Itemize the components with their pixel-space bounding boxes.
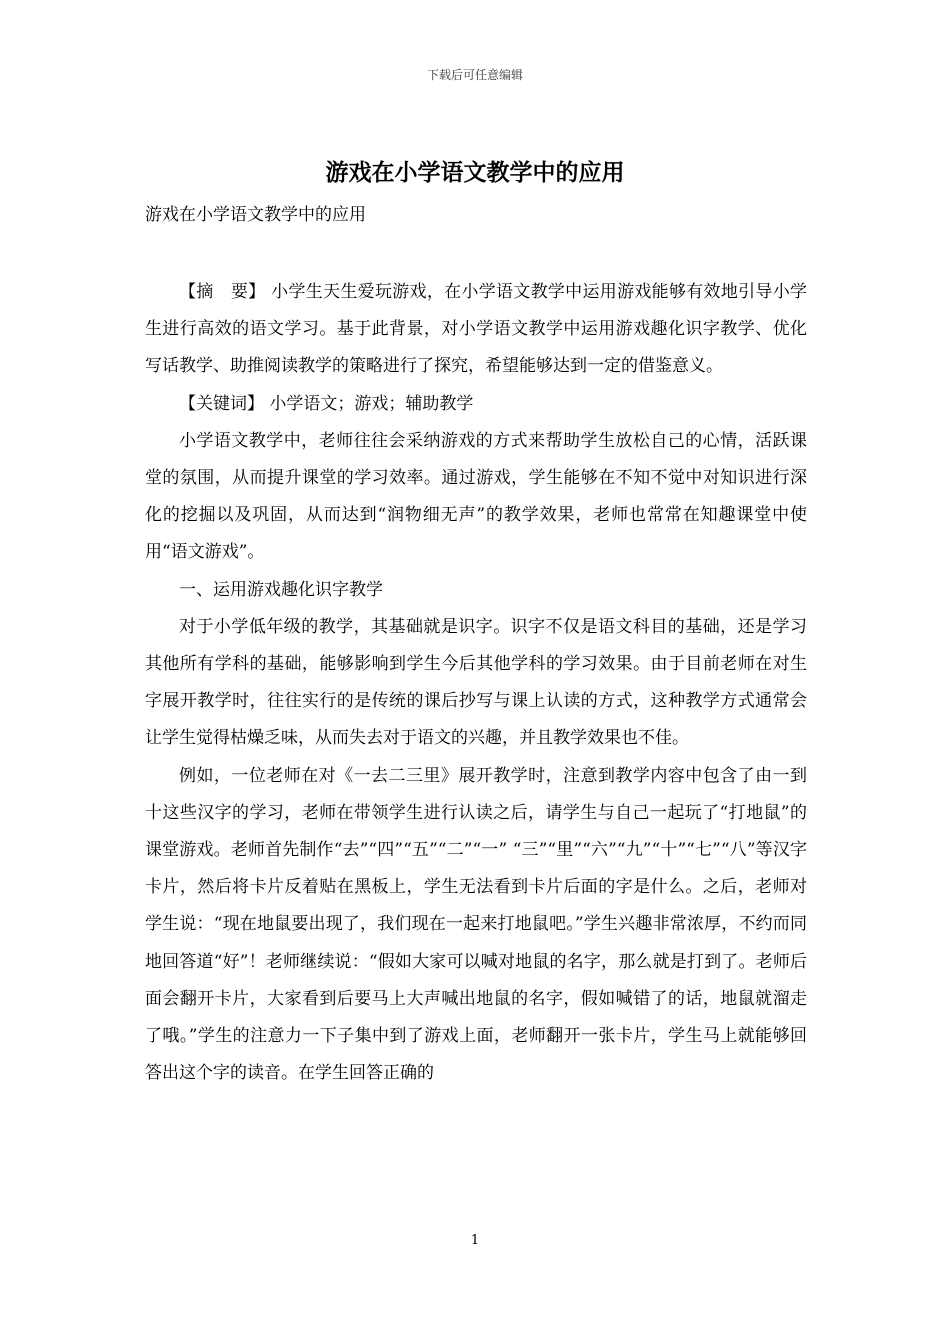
subtitle: 游戏在小学语文教学中的应用 (145, 205, 366, 225)
abstract-label: 【摘 要】 (179, 282, 266, 302)
body-paragraph-example: 例如，一位老师在对《一去二三里》展开教学时，注意到教学内容中包含了由一到十这些汉字的学习，老师在带领学生进行认读之后，请学生与自己一起玩了“打地鼠”的课堂游戏。老师首先制作“去”“四”“五”“二”“一” “三”“里”“六”“九”“十”“七”“八”等汉字卡片，然后将卡片反着贴在黑板上，学生无法看到卡片后面的字是什么。之后，老师对学生说：“现在地鼠要出现了，我们现在一起来打地鼠吧。”学生兴趣非常浓厚，不约而同地回答道“好”！老师继续说：“假如大家可以喊对地鼠的名字，那么就是打到了。老师后面会翻开卡片，大家看到后要马上大声喊出地鼠的名字，假如喊错了的话，地鼠就溜走了哦。”学生的注意力一下子集中到了游戏上面，老师翻开一张卡片，学生马上就能够回答出这个字的读音。在学生回答正确的 (145, 765, 807, 1084)
page-number: 1 (470, 1233, 480, 1248)
keywords-text: 小学语文；游戏；辅助教学 (264, 393, 474, 414)
document-body (145, 274, 807, 1092)
abstract-paragraph (145, 274, 807, 386)
header-note: 下载后可任意编辑 (426, 68, 523, 82)
abstract-text: 小学生天生爱玩游戏，在小学语文教学中运用游戏能够有效地引导小学生进行高效的语文学习。基于此背景，对小学语文教学中运用游戏趣化识字教学、优化写话教学、助推阅读教学的策略进行了探究，希望能够达到一定的借鉴意义。 (145, 282, 808, 377)
keywords-paragraph (145, 386, 807, 423)
body-paragraph-intro: 小学语文教学中，老师往往会采纳游戏的方式来帮助学生放松自己的心情，活跃课堂的氛围，从而提升课堂的学习效率。通过游戏，学生能够在不知不觉中对知识进行深化的挖掘以及巩固，从而达到“润物细无声”的教学效果，老师也常常在知趣课堂中使用“语文游戏”。 (145, 430, 807, 563)
section-heading-1: 一、运用游戏趣化识字教学 (179, 579, 383, 600)
keywords-label: 【关键词】 (179, 393, 264, 414)
body-paragraph-literacy: 对于小学低年级的教学，其基础就是识字。识字不仅是语文科目的基础，还是学习其他所有学科的基础，能够影响到学生今后其他学科的学习效果。由于目前老师在对生字展开教学时，往往实行的是传统的课后抄写与课上认读的方式，这种教学方式通常会让学生觉得枯燥乏味，从而失去对于语文的兴趣，并且教学效果也不佳。 (145, 616, 807, 749)
page-title: 游戏在小学语文教学中的应用 (325, 159, 625, 186)
